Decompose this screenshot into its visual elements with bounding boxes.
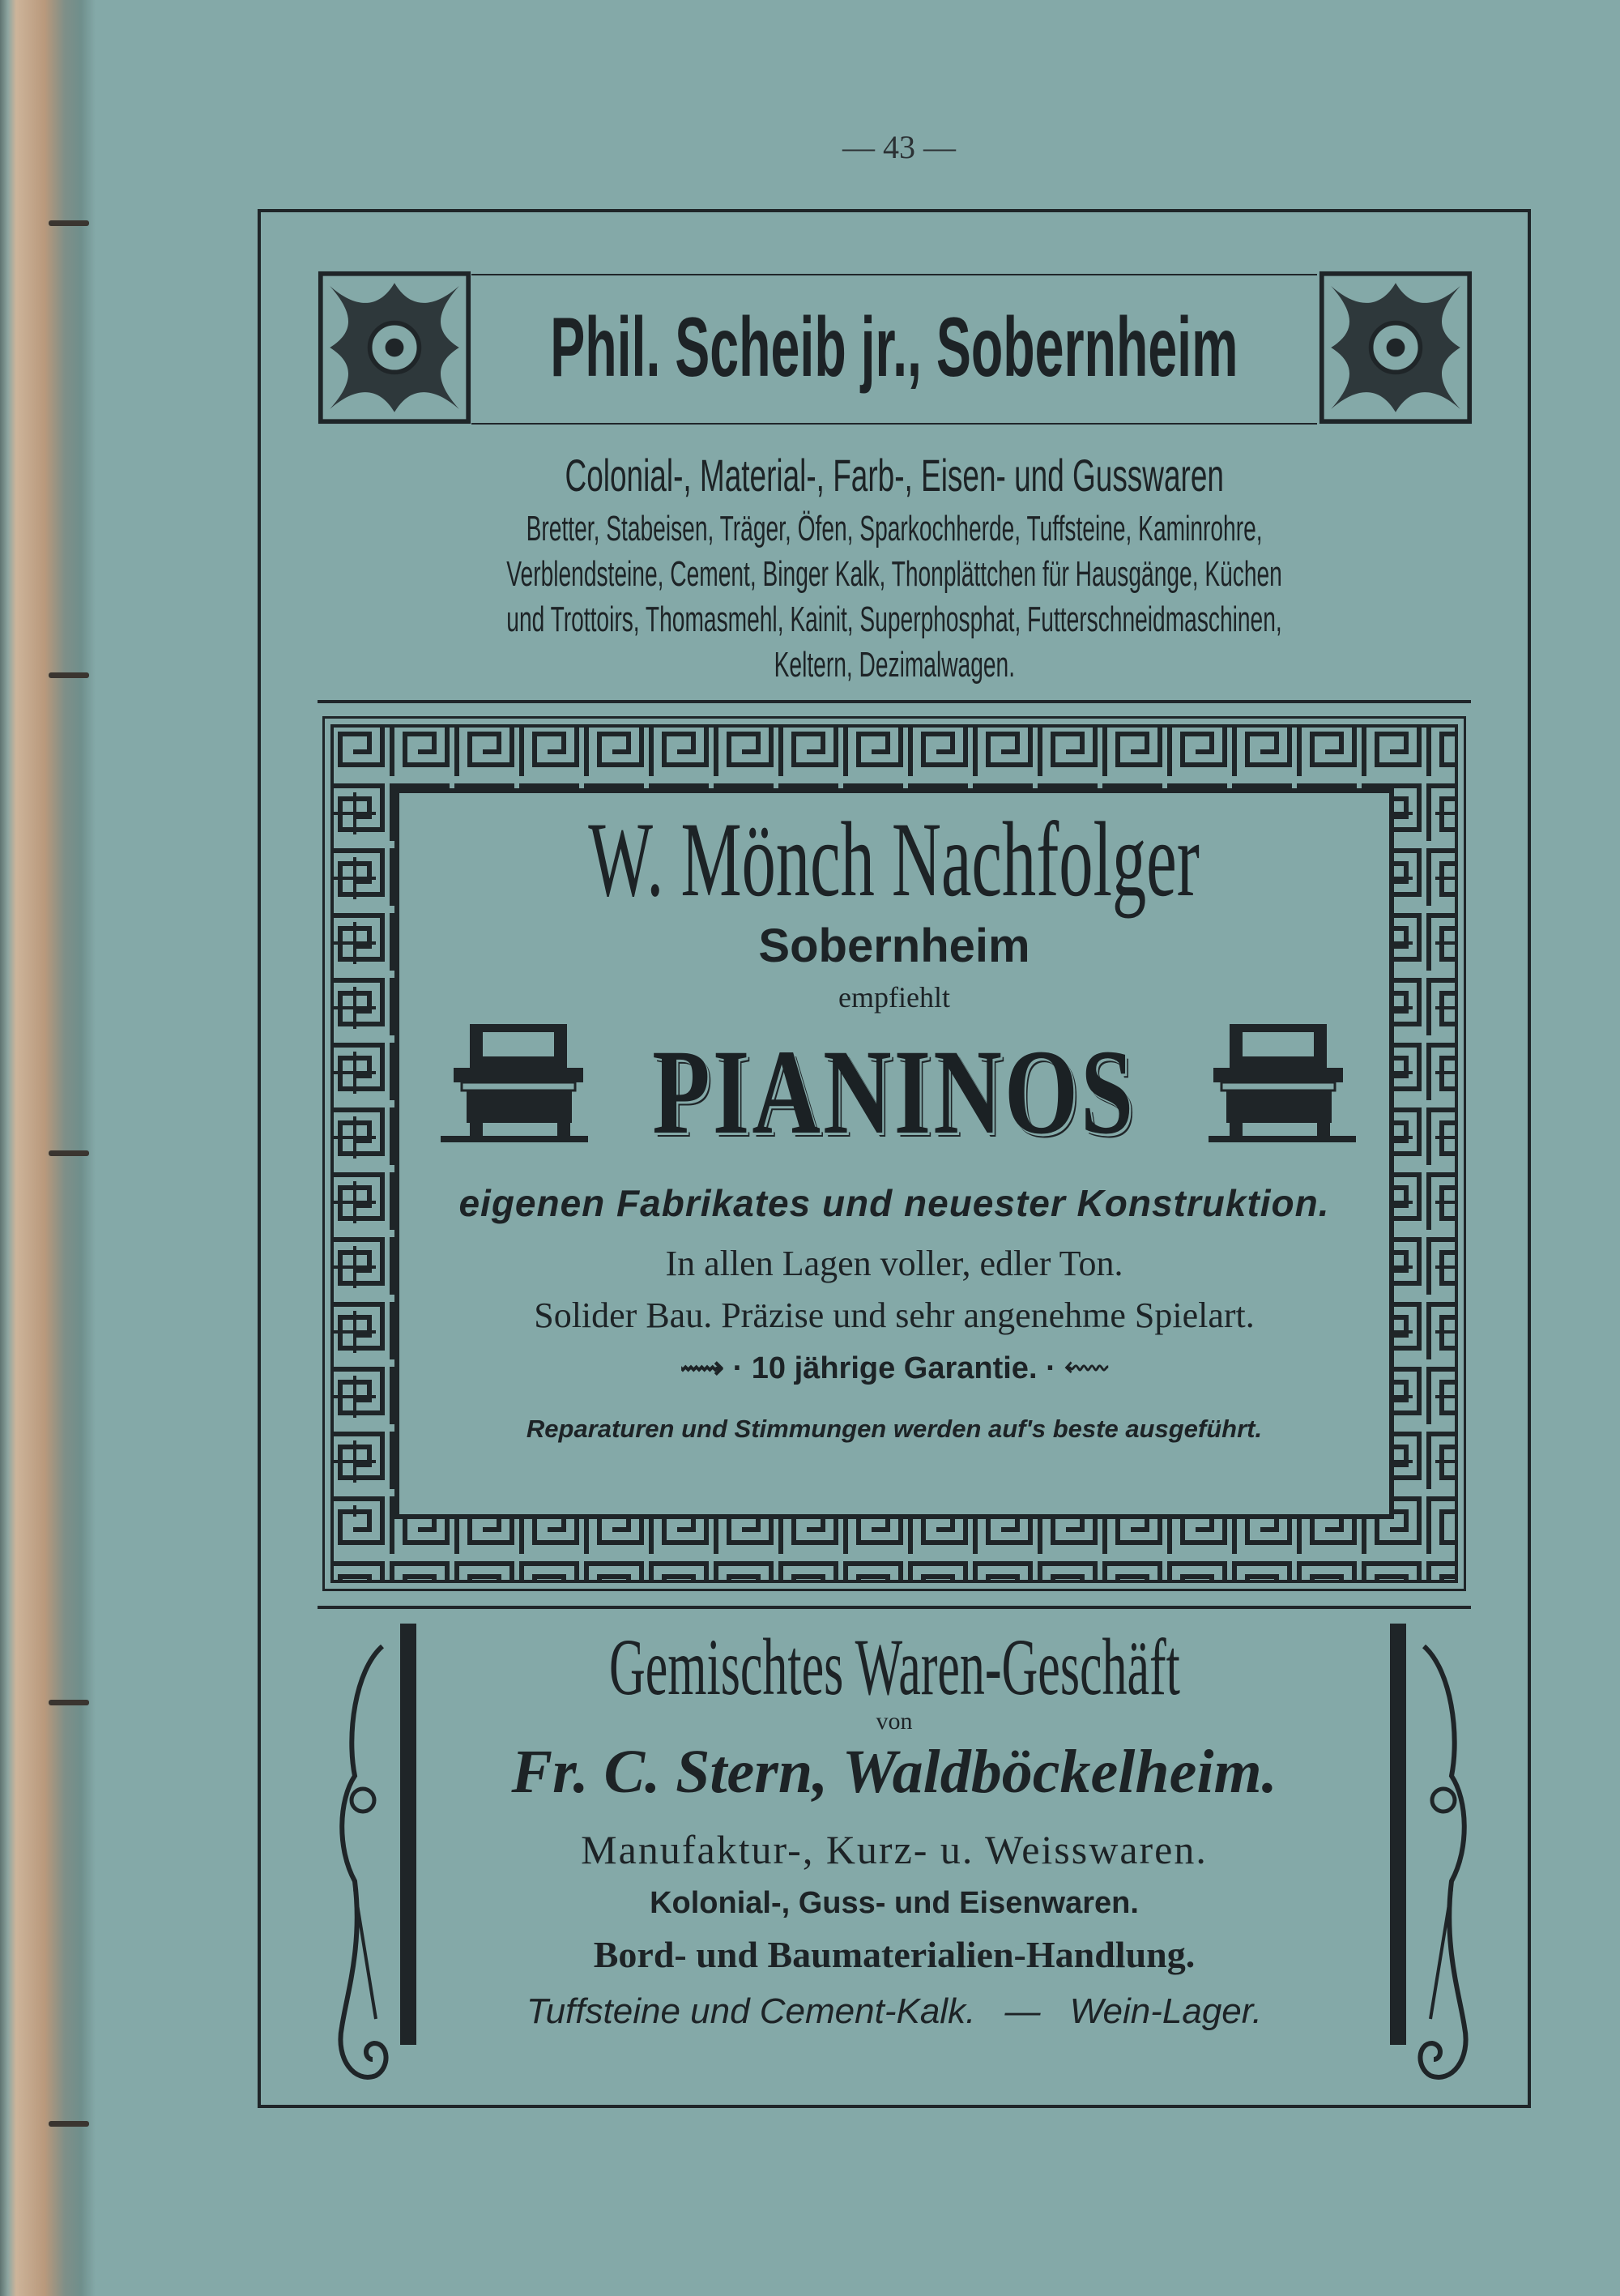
ad2-city: Sobernheim (758, 920, 1030, 972)
ad3-line4-right: Wein-Lager. (1069, 1991, 1263, 2031)
ad2-tagline: eigenen Fabrikates und neuester Konstruktion. (458, 1182, 1330, 1224)
ad3-line4-dash: — (1004, 1991, 1041, 2031)
binding-stitch (49, 2121, 89, 2127)
ad1-line: Keltern, Dezimalwagen. (774, 645, 1015, 685)
ad2-repairs: Reparaturen und Stimmungen werden auf's beste ausgeführt. (526, 1415, 1263, 1443)
arrow-left-icon: · ⬳ (1037, 1351, 1109, 1385)
ad2-name: W. Mönch Nachfolger (588, 800, 1200, 919)
header-rule (471, 423, 1317, 425)
page-number: — 43 — (842, 129, 956, 165)
advertisement-frame (258, 209, 1531, 2108)
ad2-line1: In allen Lagen voller, edler Ton. (665, 1244, 1123, 1283)
ad3-line2: Kolonial-, Guss- und Eisenwaren. (650, 1886, 1139, 1920)
ad1-line: Verblendsteine, Cement, Binger Kalk, Thonplättchen für Hausgänge, Küchen (506, 554, 1282, 594)
section-divider (318, 1606, 1471, 1609)
ad3-line3: Bord- und Baumaterialien-Handlung. (593, 1934, 1196, 1975)
ad2-product: PIANINOS (652, 1025, 1136, 1159)
binding-stitch (49, 1700, 89, 1705)
ad3-line1: Manufaktur-, Kurz- u. Weisswaren. (581, 1827, 1208, 1872)
ad1-title: Phil. Scheib jr., Sobernheim (550, 301, 1238, 395)
ad2-guarantee: 10 jährige Garantie. (751, 1351, 1038, 1385)
header-rule (471, 274, 1317, 275)
book-binding (0, 0, 96, 2296)
binding-stitch (49, 1150, 89, 1156)
binding-stitch (49, 220, 89, 226)
ad1-line: Bretter, Stabeisen, Träger, Öfen, Sparkochherde, Tuffsteine, Kaminrohre, (526, 509, 1263, 548)
section-divider (318, 700, 1471, 703)
ad1-line: und Trottoirs, Thomasmehl, Kainit, Superphosphat, Futterschneidmaschinen, (506, 600, 1282, 639)
ad2-line2: Solider Bau. Präzise und sehr angenehme Spielart. (534, 1295, 1255, 1335)
binding-stitch (49, 672, 89, 678)
ad3-title: Gemischtes Waren-Geschäft (608, 1622, 1180, 1712)
ad3-owner: Fr. C. Stern, Waldböckelheim. (511, 1738, 1277, 1806)
ad3-line4-left: Tuffsteine und Cement-Kalk. (526, 1991, 976, 2031)
arrow-right-icon: ⟿ · (680, 1351, 752, 1385)
ad1-subtitle: Colonial-, Material-, Farb-, Eisen- und Gusswaren (565, 450, 1224, 501)
ad3-von: von (876, 1708, 913, 1735)
ad2-recommends: empfiehlt (838, 981, 950, 1014)
